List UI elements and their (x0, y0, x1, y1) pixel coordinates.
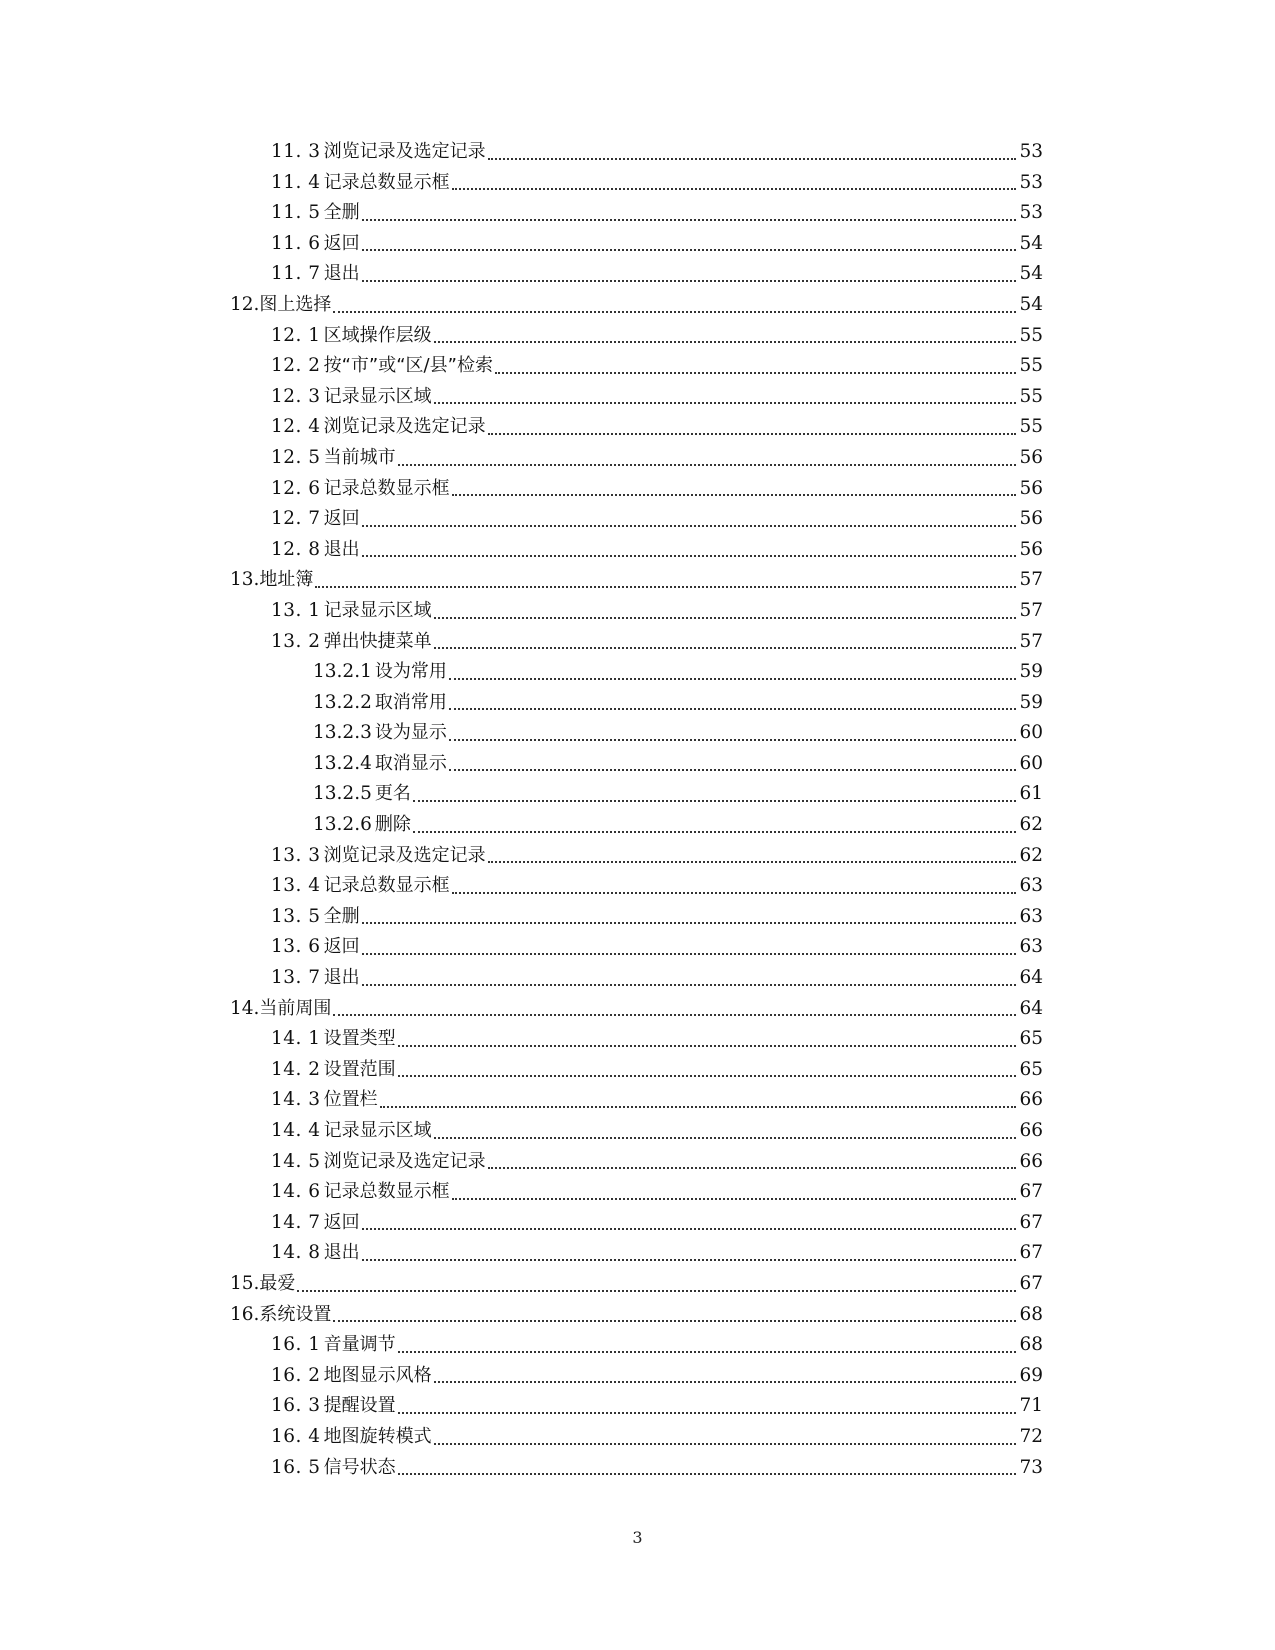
toc-entry-title: 当前城市 (323, 446, 396, 468)
toc-entry-page: 73 (1019, 1456, 1043, 1478)
dot-leader (434, 321, 1017, 352)
toc-entry-number: 13. 3 (271, 844, 321, 866)
toc-entry-line (271, 168, 1043, 199)
toc-entry[interactable] (0, 841, 1275, 872)
toc-entry-number: 14. 2 (271, 1058, 321, 1080)
toc-entry-page: 54 (1019, 232, 1043, 254)
toc-entry[interactable] (0, 1300, 1275, 1331)
toc-entry-line (271, 596, 1043, 627)
toc-entry-number: 12. 3 (271, 385, 321, 407)
dot-leader (362, 504, 1017, 535)
toc-entry-title: 系统设置 (259, 1303, 332, 1325)
toc-entry-line (313, 657, 1043, 688)
toc-entry-page: 64 (1019, 997, 1043, 1019)
toc-entry[interactable] (0, 290, 1275, 321)
toc-entry-number: 16. 5 (271, 1456, 321, 1478)
toc-entry-line (271, 351, 1043, 382)
toc-entry-number: 12. 7 (271, 508, 321, 530)
toc-entry-number: 14. 4 (271, 1120, 321, 1141)
toc-entry-page: 63 (1019, 875, 1043, 897)
toc-entry-line (313, 718, 1043, 749)
toc-entry[interactable] (0, 810, 1275, 841)
toc-entry-page: 65 (1019, 1058, 1043, 1080)
toc-entry-title: 浏览记录及选定记录 (323, 1150, 486, 1172)
toc-entry[interactable] (0, 168, 1275, 199)
toc-entry-number: 15. (230, 1272, 260, 1294)
toc-entry-number: 14. 3 (271, 1089, 321, 1111)
toc-entry-title: 全删 (323, 905, 360, 927)
toc-entry-page: 57 (1019, 599, 1043, 621)
toc-entry-line (271, 535, 1043, 566)
toc-entry-number: 16. 3 (271, 1395, 321, 1417)
toc-entry-line (313, 688, 1043, 719)
toc-entry-line (271, 841, 1043, 872)
toc-entry-number: 14. 7 (271, 1211, 321, 1233)
toc-entry[interactable] (0, 474, 1275, 505)
dot-leader (488, 137, 1017, 168)
toc-entry-line (271, 474, 1043, 505)
toc-entry[interactable] (0, 321, 1275, 352)
toc-entry-page: 61 (1019, 783, 1043, 805)
toc-entry-page: 64 (1019, 967, 1043, 989)
dot-leader (434, 596, 1017, 627)
dot-leader (362, 1238, 1017, 1269)
dot-leader (488, 1147, 1017, 1178)
toc-entry-number: 12. 4 (271, 416, 321, 438)
dot-leader (449, 688, 1017, 719)
dot-leader (362, 198, 1017, 229)
toc-entry-page: 72 (1019, 1425, 1043, 1447)
dot-leader (362, 229, 1017, 260)
toc-entry-line (271, 412, 1043, 443)
toc-entry-title: 返回 (323, 508, 360, 530)
dot-leader (333, 290, 1016, 321)
toc-entry-line (271, 1422, 1043, 1453)
toc-entry-page: 56 (1019, 446, 1043, 468)
toc-entry-number: 14. 6 (271, 1181, 321, 1203)
toc-entry[interactable] (0, 351, 1275, 382)
toc-entry-title: 浏览记录及选定记录 (323, 141, 486, 162)
toc-entry-line (271, 1238, 1043, 1269)
toc-entry[interactable] (0, 1453, 1275, 1484)
dot-leader (452, 871, 1017, 902)
toc-entry-title: 设为常用 (374, 661, 447, 683)
toc-entry[interactable] (0, 749, 1275, 780)
toc-entry-number: 13.2.3 (313, 722, 372, 744)
toc-entry-line (313, 749, 1043, 780)
toc-entry-title: 音量调节 (323, 1334, 396, 1356)
toc-entry-number: 11. 3 (271, 141, 321, 162)
toc-entry-title: 信号状态 (323, 1456, 396, 1478)
toc-entry-line (271, 321, 1043, 352)
dot-leader (434, 627, 1017, 658)
toc-entry-title: 记录显示区域 (323, 599, 432, 621)
toc-entry-number: 14. 1 (271, 1028, 321, 1050)
toc-entry-number: 16. 2 (271, 1364, 321, 1386)
dot-leader (449, 718, 1017, 749)
dot-leader (315, 565, 1016, 596)
dot-leader (333, 1300, 1016, 1331)
dot-leader (362, 902, 1017, 933)
toc-entry-title: 设为显示 (374, 722, 447, 744)
toc-entry[interactable] (0, 1116, 1275, 1147)
toc-entry-page: 55 (1019, 324, 1043, 346)
toc-entry-line (271, 1177, 1043, 1208)
toc-entry-line (271, 1147, 1043, 1178)
toc-entry[interactable] (0, 1422, 1275, 1453)
toc-entry-number: 12. 6 (271, 477, 321, 499)
toc-entry-line (271, 1085, 1043, 1116)
dot-leader (398, 1453, 1017, 1484)
toc-entry-number: 11. 4 (271, 171, 321, 193)
toc-entry-title: 记录总数显示框 (323, 477, 450, 499)
toc-entry[interactable] (0, 657, 1275, 688)
toc-entry-title: 地图显示风格 (323, 1364, 432, 1386)
toc-entry-title: 记录总数显示框 (323, 171, 450, 193)
toc-entry[interactable] (0, 443, 1275, 474)
toc-entry-page: 63 (1019, 905, 1043, 927)
dot-leader (434, 1422, 1017, 1453)
toc-entry-title: 浏览记录及选定记录 (323, 416, 486, 438)
toc-entry-number: 13.2.2 (313, 691, 372, 713)
toc-entry-number: 12. 2 (271, 355, 321, 377)
toc-entry-title: 浏览记录及选定记录 (323, 844, 486, 866)
toc-entry-page: 60 (1019, 752, 1043, 774)
dot-leader (488, 841, 1017, 872)
dot-leader (495, 351, 1017, 382)
toc-entry-number: 13.2.6 (313, 814, 372, 836)
toc-entry-number: 13. 1 (271, 599, 321, 621)
toc-entry-line (313, 810, 1043, 841)
toc-entry-line (271, 627, 1043, 658)
toc-entry-number: 13.2.1 (313, 661, 372, 683)
toc-entry-number: 14. 8 (271, 1242, 321, 1264)
toc-entry-title: 退出 (323, 1242, 360, 1264)
toc-entry[interactable] (0, 382, 1275, 413)
toc-entry-number: 11. 6 (271, 232, 321, 254)
toc-entry[interactable] (0, 932, 1275, 963)
toc-entry-page: 53 (1019, 171, 1043, 193)
toc-entry-title: 设置范围 (323, 1058, 396, 1080)
toc-entry-page: 62 (1019, 814, 1043, 836)
toc-entry-number: 12. 1 (271, 324, 321, 346)
toc-entry[interactable] (0, 1238, 1275, 1269)
toc-entry-number: 14. (230, 997, 260, 1019)
dot-leader (398, 1024, 1017, 1055)
dot-leader (434, 1361, 1017, 1392)
toc-entry-title: 地图旋转模式 (323, 1425, 432, 1447)
toc-entry-number: 13. 4 (271, 875, 321, 897)
toc-entry-page: 55 (1019, 355, 1043, 377)
toc-entry-number: 13.2.4 (313, 752, 372, 774)
toc-entry-page: 65 (1019, 1028, 1043, 1050)
toc-entry[interactable] (0, 259, 1275, 290)
toc-entry-title: 记录总数显示框 (323, 1181, 450, 1203)
toc-entry[interactable] (0, 412, 1275, 443)
toc-entry-title: 返回 (323, 1211, 360, 1233)
toc-entry-line (271, 1391, 1043, 1422)
toc-entry[interactable] (0, 137, 1275, 168)
toc-entry[interactable] (0, 1330, 1275, 1361)
toc-entry[interactable] (0, 198, 1275, 229)
toc-entry-page: 53 (1019, 141, 1043, 162)
toc-entry-title: 位置栏 (323, 1089, 378, 1111)
dot-leader (398, 1391, 1017, 1422)
toc-entry-title: 地址簿 (259, 569, 314, 591)
toc-entry-page: 59 (1019, 661, 1043, 683)
dot-leader (449, 657, 1017, 688)
toc-entry-title: 弹出快捷菜单 (323, 630, 432, 652)
dot-leader (362, 535, 1017, 566)
toc-entry[interactable] (0, 1085, 1275, 1116)
toc-entry-line (271, 1453, 1043, 1484)
toc-entry-page: 67 (1019, 1211, 1043, 1233)
toc-entry-title: 图上选择 (259, 293, 332, 315)
toc-entry-line (271, 1208, 1043, 1239)
page-number: 3 (632, 1528, 643, 1547)
toc-entry-page: 54 (1019, 263, 1043, 285)
toc-entry-number: 16. 4 (271, 1425, 321, 1447)
toc-entry[interactable] (0, 627, 1275, 658)
toc-entry-number: 11. 5 (271, 202, 321, 224)
toc-entry-line (271, 871, 1043, 902)
toc-entry-title: 更名 (374, 783, 411, 805)
toc-entry[interactable] (0, 596, 1275, 627)
dot-leader (398, 443, 1017, 474)
toc-entry-line (271, 382, 1043, 413)
toc-entry-page: 56 (1019, 538, 1043, 560)
toc-entry[interactable] (0, 1361, 1275, 1392)
toc-entry-line (230, 565, 1043, 596)
toc-entry-title: 提醒设置 (323, 1395, 396, 1417)
toc-entry-page: 68 (1019, 1334, 1043, 1356)
dot-leader (362, 1208, 1017, 1239)
toc-entry-page: 67 (1019, 1242, 1043, 1264)
toc-entry-number: 11. 7 (271, 263, 321, 285)
toc-entry-page: 63 (1019, 936, 1043, 958)
toc-entry-line (271, 1116, 1043, 1147)
toc-entry-title: 按“市”或“区/县”检索 (323, 355, 493, 377)
toc-entry[interactable] (0, 1391, 1275, 1422)
toc-entry-title: 返回 (323, 232, 360, 254)
toc-entry-title: 当前周围 (259, 997, 332, 1019)
toc-entry-line (271, 259, 1043, 290)
dot-leader (362, 932, 1017, 963)
toc-entry-title: 记录显示区域 (323, 385, 432, 407)
toc-entry-title: 返回 (323, 936, 360, 958)
toc-entry[interactable] (0, 1269, 1275, 1300)
toc-entry-page: 60 (1019, 722, 1043, 744)
toc-entry-line (230, 1300, 1043, 1331)
toc-entry-page: 66 (1019, 1089, 1043, 1111)
toc-entry[interactable] (0, 504, 1275, 535)
toc-entry-number: 12. (230, 293, 260, 315)
toc-entry[interactable] (0, 688, 1275, 719)
dot-leader (297, 1269, 1016, 1300)
dot-leader (398, 1330, 1017, 1361)
toc-entry-line (230, 994, 1043, 1025)
toc-entry[interactable] (0, 779, 1275, 810)
toc-entry-page: 56 (1019, 508, 1043, 530)
toc-entry-number: 14. 5 (271, 1150, 321, 1172)
toc-entry-line (271, 198, 1043, 229)
toc-entry-line (271, 229, 1043, 260)
toc-entry-page: 55 (1019, 385, 1043, 407)
dot-leader (449, 749, 1017, 780)
toc-entry-page: 68 (1019, 1303, 1043, 1325)
toc-entry-number: 13. 7 (271, 967, 321, 989)
toc-entry-number: 13. 5 (271, 905, 321, 927)
toc-entry[interactable] (0, 229, 1275, 260)
dot-leader (362, 963, 1017, 994)
toc-entry-page: 55 (1019, 416, 1043, 438)
toc-entry-page: 57 (1019, 630, 1043, 652)
toc-entry-title: 删除 (374, 814, 411, 836)
toc-entry-number: 16. (230, 1303, 260, 1325)
toc-entry-page: 67 (1019, 1272, 1043, 1294)
toc-entry-title: 记录显示区域 (323, 1120, 432, 1141)
toc-entry-line (230, 1269, 1043, 1300)
toc-entry-number: 12. 5 (271, 446, 321, 468)
dot-leader (413, 779, 1017, 810)
dot-leader (413, 810, 1017, 841)
toc-entry-title: 设置类型 (323, 1028, 396, 1050)
toc-entry-title: 最爱 (259, 1272, 296, 1294)
toc-entry-line (271, 137, 1043, 168)
toc-entry-page: 56 (1019, 477, 1043, 499)
toc-entry[interactable] (0, 871, 1275, 902)
toc-entry-line (230, 290, 1043, 321)
toc-entry-page: 59 (1019, 691, 1043, 713)
toc-entry-page: 66 (1019, 1120, 1043, 1141)
dot-leader (333, 994, 1016, 1025)
toc-entry-page: 66 (1019, 1150, 1043, 1172)
toc-entry-line (271, 443, 1043, 474)
toc-entry-title: 退出 (323, 538, 360, 560)
dot-leader (452, 474, 1017, 505)
toc-entry-line (271, 1055, 1043, 1086)
toc-entry-title: 取消常用 (374, 691, 447, 713)
toc-entry-number: 13.2.5 (313, 783, 372, 805)
toc-entry[interactable] (0, 902, 1275, 933)
toc-entry[interactable] (0, 1177, 1275, 1208)
toc-entry[interactable] (0, 1147, 1275, 1178)
toc-entry-page: 54 (1019, 293, 1043, 315)
table-of-contents (0, 137, 1275, 1483)
toc-entry-line (271, 1024, 1043, 1055)
toc-entry[interactable] (0, 1055, 1275, 1086)
toc-entry-title: 退出 (323, 263, 360, 285)
toc-entry[interactable] (0, 994, 1275, 1025)
toc-entry-page: 67 (1019, 1181, 1043, 1203)
toc-entry-page: 53 (1019, 202, 1043, 224)
dot-leader (362, 259, 1017, 290)
toc-entry-number: 12. 8 (271, 538, 321, 560)
toc-entry[interactable] (0, 565, 1275, 596)
toc-entry-title: 全删 (323, 202, 360, 224)
dot-leader (380, 1085, 1017, 1116)
toc-entry-line (271, 932, 1043, 963)
dot-leader (434, 1116, 1017, 1147)
dot-leader (434, 382, 1017, 413)
dot-leader (488, 412, 1017, 443)
toc-entry[interactable] (0, 535, 1275, 566)
toc-entry-line (271, 963, 1043, 994)
toc-entry-number: 13. 6 (271, 936, 321, 958)
toc-entry-title: 区域操作层级 (323, 324, 432, 346)
toc-entry-line (271, 1330, 1043, 1361)
toc-entry[interactable] (0, 963, 1275, 994)
toc-entry-line (271, 902, 1043, 933)
toc-entry-page: 57 (1019, 569, 1043, 591)
toc-entry-title: 取消显示 (374, 752, 447, 774)
toc-entry-page: 71 (1019, 1395, 1043, 1417)
toc-entry-number: 16. 1 (271, 1334, 321, 1356)
toc-entry-title: 记录总数显示框 (323, 875, 450, 897)
toc-entry[interactable] (0, 718, 1275, 749)
dot-leader (398, 1055, 1017, 1086)
toc-entry-title: 退出 (323, 967, 360, 989)
toc-entry-line (271, 1361, 1043, 1392)
toc-entry-number: 13. (230, 569, 260, 591)
toc-entry-page: 69 (1019, 1364, 1043, 1386)
toc-entry-line (271, 504, 1043, 535)
toc-entry[interactable] (0, 1208, 1275, 1239)
toc-entry-line (313, 779, 1043, 810)
toc-entry-page: 62 (1019, 844, 1043, 866)
dot-leader (452, 168, 1017, 199)
toc-entry-number: 13. 2 (271, 630, 321, 652)
dot-leader (452, 1177, 1017, 1208)
toc-entry[interactable] (0, 1024, 1275, 1055)
